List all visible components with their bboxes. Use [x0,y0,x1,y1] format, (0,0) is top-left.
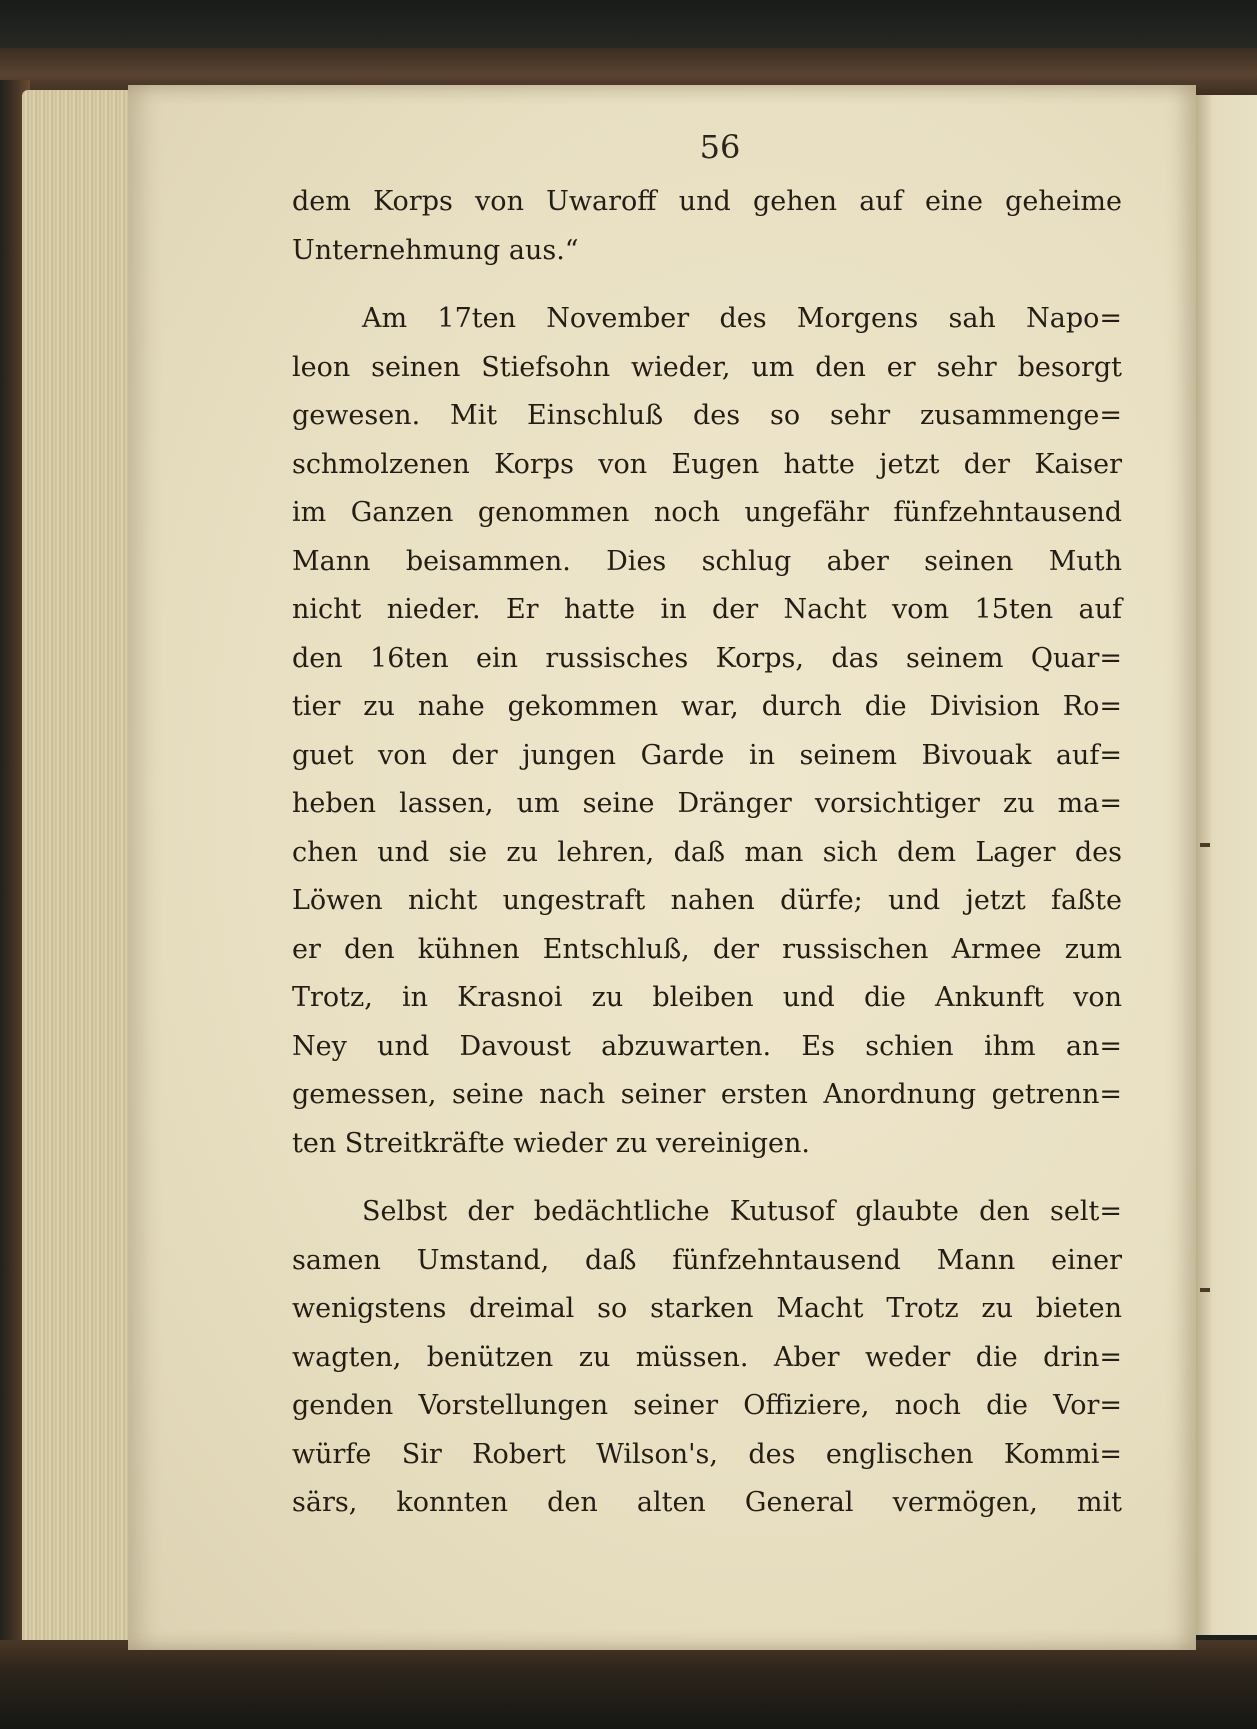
text-line: Selbst der bedächtliche Kutusof glaubte den selt= [362,1196,1122,1227]
text-line: gemessen, seine nach seiner ersten Anordnung getrenn= [292,1079,1122,1110]
text-line: leon seinen Stiefsohn wieder, um den er sehr besorgt [292,351,1122,383]
text-line: den 16ten ein russisches Korps, das seinem Quar= [292,642,1122,674]
text-line: wagten, benützen zu müssen. Aber weder die drin= [292,1341,1122,1373]
margin-mark [1200,1288,1210,1292]
text-line: tier zu nahe gekommen war, durch die Division Ro= [292,691,1122,722]
text-line: nicht nieder. Er hatte in der Nacht vom 15ten auf [292,594,1122,625]
text-line: Unternehmung aus.“ [292,234,579,266]
text-line: särs, konnten den alten General vermögen, mit [292,1487,1122,1518]
text-line: er den kühnen Entschluß, der russischen Armee zum [292,933,1122,965]
page-edges-stack [22,90,134,1650]
text-line: wenigstens dreimal so starken Macht Trotz zu bieten [292,1293,1122,1324]
text-line: im Ganzen genommen noch ungefähr fünfzehntausend [292,497,1122,528]
text-line: Trotz, in Krasnoi zu bleiben und die Ankunft von [292,982,1122,1013]
text-line: ten Streitkräfte wieder zu vereinigen. [292,1127,810,1159]
text-line: chen und sie zu lehren, daß man sich dem Lager des [292,836,1122,868]
text-line: heben lassen, um seine Dränger vorsichtiger zu ma= [292,788,1122,819]
text-line: schmolzenen Korps von Eugen hatte jetzt der Kaiser [292,448,1122,480]
text-line: Mann beisammen. Dies schlug aber seinen Muth [292,545,1122,577]
page-number: 56 [699,128,741,166]
text-line: Ney und Davoust abzuwarten. Es schien ihm an= [292,1030,1122,1062]
book-cover-bottom [0,1640,1257,1729]
text-line: guet von der jungen Garde in seinem Bivouak auf= [292,739,1122,771]
text-line: samen Umstand, daß fünfzehntausend Mann einer [292,1244,1122,1276]
text-line: würfe Sir Robert Wilson's, des englischen Kommi= [292,1438,1122,1470]
text-line: Am 17ten November des Morgens sah Napo= [362,303,1122,334]
margin-mark [1200,843,1210,847]
page-text [292,178,1122,1528]
text-line: gewesen. Mit Einschluß des so sehr zusammenge= [292,400,1122,431]
text-line: Löwen nicht ungestraft nahen dürfe; und jetzt faßte [292,885,1122,916]
facing-page-edge [1192,95,1257,1635]
text-line: dem Korps von Uwaroff und gehen auf eine geheime [292,186,1122,217]
text-line: genden Vorstellungen seiner Offiziere, noch die Vor= [292,1390,1122,1421]
